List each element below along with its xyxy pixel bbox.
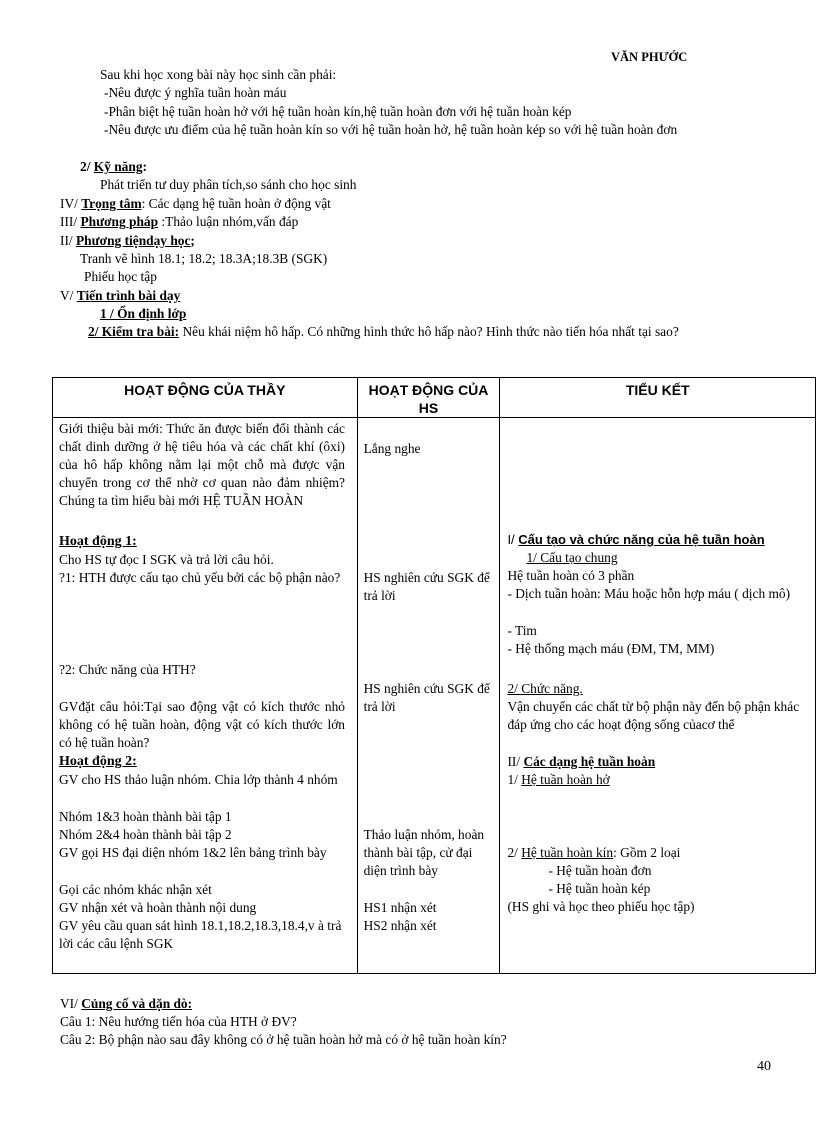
teacher-line: Gọi các nhóm khác nhận xét <box>59 882 212 897</box>
student-column <box>357 418 500 974</box>
teacher-line: Nhóm 2&4 hoàn thành bài tập 2 <box>59 827 232 842</box>
method-label: Phương pháp <box>80 214 159 229</box>
consolidation-question: Câu 2: Bộ phận nào sau đây không có ở hệ tuần hoàn hở mà có ở hệ tuần hoàn kín? <box>60 1032 507 1047</box>
focus-line <box>60 195 331 213</box>
summary-line: - Hệ tuần hoàn đơn <box>548 863 652 878</box>
media-heading <box>60 232 195 250</box>
process-step2-label: 2/ Kiểm tra bài: <box>88 324 180 339</box>
header-student: HOẠT ĐỘNG CỦA HS <box>357 378 500 418</box>
summary-column <box>500 418 816 974</box>
activity2-heading: Hoạt động 2: <box>59 754 137 769</box>
method-line <box>60 213 298 231</box>
objective-item: -Nêu được ý nghĩa tuần hoàn máu <box>104 85 287 100</box>
teacher-line: Nhóm 1&3 hoàn thành bài tập 1 <box>59 809 232 824</box>
skills-colon: : <box>142 159 147 174</box>
objective-item: -Nêu được ưu điểm của hệ tuần hoàn kín so với hệ tuần hoàn hở, hệ tuần hoàn kép so với hệ tuần hoàn đơn <box>104 122 678 137</box>
summary-sub4-text: : Gồm 2 loại <box>613 845 681 860</box>
student-line: HS2 nhận xét <box>363 918 437 933</box>
process-num: V/ <box>60 288 74 303</box>
student-line: HS nghiên cứu SGK để trả lời <box>363 681 490 714</box>
author-header: VĂN PHƯỚC <box>611 50 688 64</box>
teacher-line: GV yêu cầu quan sát hình 18.1,18.2,18.3,18.4,v à trả lời các câu lệnh SGK <box>59 918 342 951</box>
teacher-line: GV cho HS thảo luận nhóm. Chia lớp thành 4 nhóm <box>59 772 338 787</box>
consolidation-label: Củng cố và dặn dò: <box>81 996 193 1011</box>
teacher-line: Cho HS tự đọc I SGK và trả lời câu hỏi. <box>59 552 274 567</box>
student-line: Thảo luận nhóm, hoàn thành bài tập, cử đại diện trình bày <box>363 827 485 878</box>
teacher-question-1: ?1: HTH được cấu tạo chủ yếu bởi các bộ phận nào? <box>59 570 341 585</box>
focus-num: IV/ <box>60 196 78 211</box>
objectives-intro: Sau khi học xong bài này học sinh cần phải: <box>100 67 337 82</box>
lesson-table <box>52 377 816 974</box>
skills-text: Phát triển tư duy phân tích,so sánh cho học sinh <box>100 177 357 192</box>
focus-label: Trọng tâm <box>81 196 142 211</box>
teacher-intro: Giới thiệu bài mới: Thức ăn được biến đổi thành các chất dinh dưỡng ở hệ tiêu hóa và các chất khí (ôxi) của hô hấp không nằm lại một chỗ mà được vận chuyển trong cơ thể nhờ cơ quan nào đảm nhiệm? Chúng ta tìm hiểu bài mới HỆ TUẦN HOÀN <box>59 421 345 508</box>
teacher-line: GV nhận xét và hoàn thành nội dung <box>59 900 257 915</box>
summary-h2-num: II/ <box>507 754 521 769</box>
summary-heading-1 <box>507 531 764 549</box>
skills-heading <box>80 158 147 176</box>
consolidation-heading <box>60 995 306 1013</box>
summary-subheading: 1/ Cấu tạo chung <box>526 550 618 565</box>
media-num: II/ <box>60 233 73 248</box>
summary-subheading <box>507 844 680 862</box>
table-body-row <box>53 418 816 974</box>
media-line2: Phiếu học tập <box>84 269 157 284</box>
process-step1: 1 / Ổn định lớp <box>100 306 187 321</box>
skills-label: Kỹ năng <box>93 159 143 174</box>
table-header-row <box>53 378 816 418</box>
summary-line: - Hệ tuần hoàn kép <box>548 881 651 896</box>
objective-item: -Phân biệt hệ tuần hoàn hở với hệ tuần hoàn kín,hệ tuần hoàn đơn với hệ tuần hoàn kép <box>104 104 572 119</box>
teacher-column <box>53 418 358 974</box>
summary-h2-label: Các dạng hệ tuần hoàn <box>523 754 656 769</box>
media-colon: ; <box>190 233 195 248</box>
summary-note: (HS ghi và học theo phiếu học tập) <box>507 899 695 914</box>
media-label: Phương tiệndạy học <box>76 233 191 248</box>
summary-line: Hệ tuần hoàn có 3 phần <box>507 568 635 583</box>
method-text: :Thảo luận nhóm,vấn đáp <box>158 214 299 229</box>
teacher-question-2: ?2: Chức năng của HTH? <box>59 662 196 677</box>
process-heading <box>60 287 180 305</box>
consolidation-num: VI/ <box>60 996 78 1011</box>
activity1-heading: Hoạt động 1: <box>59 534 137 549</box>
process-step2 <box>60 323 776 341</box>
summary-subheading: 1/ Hệ tuần hoàn hở <box>507 772 610 787</box>
method-num: III/ <box>60 214 78 229</box>
process-label: Tiến trình bài dạy <box>76 288 181 303</box>
summary-sub4-label: Hệ tuần hoàn kín <box>521 845 614 860</box>
process-step2-text: Nêu khái niệm hô hấp. Có những hình thức hô hấp nào? Hình thức nào tiến hóa nhất tại sao? <box>179 324 679 339</box>
teacher-line: GV gọi HS đại diện nhóm 1&2 lên bảng trình bày <box>59 845 327 860</box>
media-line1: Tranh vẽ hình 18.1; 18.2; 18.3A;18.3B (SGK) <box>80 251 328 266</box>
summary-function: Vận chuyển các chất từ bộ phận này đến bộ phận khác đáp ứng cho các hoạt động sống củacơ thể <box>507 699 800 732</box>
summary-sub4-num: 2/ <box>507 845 518 860</box>
teacher-question-3: GVđặt câu hỏi:Tại sao động vật có kích thước nhỏ không có hệ tuần hoàn, động vật có kích thước lớn có hệ tuần hoàn? <box>59 699 345 750</box>
summary-sub3-label: Hệ tuần hoàn hở <box>521 772 610 787</box>
summary-line: - Tim <box>507 623 537 638</box>
summary-heading-2 <box>507 753 655 771</box>
student-line: HS nghiên cứu SGK để trả lời <box>363 570 490 603</box>
summary-subheading: 2/ Chức năng. <box>507 681 583 696</box>
header-summary: TIỂU KẾT <box>500 378 816 418</box>
summary-line: - Dịch tuần hoàn: Máu hoặc hỗn hợp máu ( dịch mô) <box>507 586 791 601</box>
consolidation-question: Câu 1: Nêu hướng tiến hóa của HTH ở ĐV? <box>60 1014 297 1029</box>
summary-h1-num: I/ <box>507 532 515 547</box>
summary-h1-label: Cấu tạo và chức năng của hệ tuần hoàn <box>518 532 765 547</box>
page-number: 40 <box>757 1059 771 1074</box>
header-teacher: HOẠT ĐỘNG CỦA THẦY <box>53 378 358 418</box>
summary-line: - Hệ thống mạch máu (ĐM, TM, MM) <box>507 641 715 656</box>
student-line: HS1 nhận xét <box>363 900 437 915</box>
student-line: Lắng nghe <box>363 441 421 456</box>
skills-num: 2/ <box>80 159 91 174</box>
focus-text: : Các dạng hệ tuần hoàn ở động vật <box>141 196 331 211</box>
